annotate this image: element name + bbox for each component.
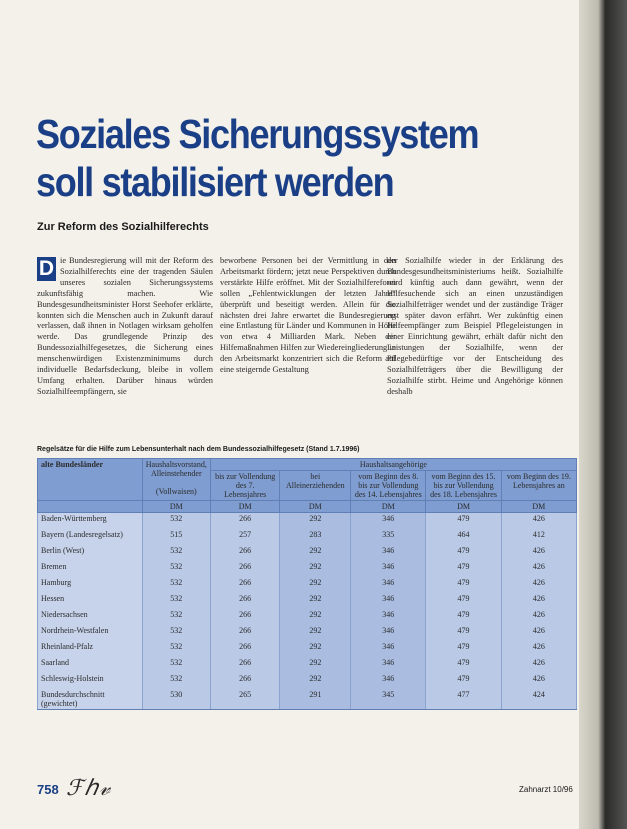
row-land-name: Berlin (West): [38, 545, 143, 561]
rates-table: [37, 458, 577, 710]
unit-cell: DM: [210, 501, 280, 513]
issue-label: Zahnarzt 10/96: [519, 785, 573, 794]
rate-cell: 346: [351, 641, 426, 657]
rate-cell: 479: [426, 545, 501, 561]
rate-cell: 426: [501, 673, 576, 689]
rate-cell: 464: [426, 529, 501, 545]
rate-cell: 266: [210, 641, 280, 657]
rate-cell: 292: [280, 625, 351, 641]
rate-cell: 266: [210, 673, 280, 689]
rate-cell: 292: [280, 657, 351, 673]
table-unit-row: [38, 501, 577, 513]
rate-cell: 266: [210, 577, 280, 593]
rate-cell: 479: [426, 593, 501, 609]
table-row: [38, 561, 577, 577]
row-land-name: Bremen: [38, 561, 143, 577]
rate-cell: 479: [426, 561, 501, 577]
rate-cell: 292: [280, 641, 351, 657]
rate-cell: 266: [210, 625, 280, 641]
rate-cell: 532: [142, 561, 210, 577]
rate-cell: 292: [280, 593, 351, 609]
header-8-to-14: vom Beginn des 8. bis zur Vollendung des 14. Lebensjahres: [351, 471, 426, 501]
rate-cell: 424: [501, 689, 576, 710]
rate-cell: 292: [280, 545, 351, 561]
rate-cell: 532: [142, 657, 210, 673]
rate-cell: 345: [351, 689, 426, 710]
table-row: [38, 673, 577, 689]
row-land-name: Bundesdurchschnitt (gewichtet): [38, 689, 143, 710]
headline: [36, 110, 478, 206]
rate-cell: 532: [142, 641, 210, 657]
rate-cell: 479: [426, 609, 501, 625]
rate-cell: 266: [210, 513, 280, 530]
rate-cell: 426: [501, 657, 576, 673]
rate-cell: 532: [142, 577, 210, 593]
rate-cell: 515: [142, 529, 210, 545]
header-19-plus: vom Beginn des 19. Lebensjahres an: [501, 471, 576, 501]
header-15-to-18: vom Beginn des 15. bis zur Vollendung des 18. Lebensjahres: [426, 471, 501, 501]
row-land-name: Nordrhein-Westfalen: [38, 625, 143, 641]
headline-line-2: soll stabilisiert werden: [36, 159, 394, 205]
rate-cell: 479: [426, 513, 501, 530]
rate-cell: 479: [426, 641, 501, 657]
rate-cell: 479: [426, 673, 501, 689]
table-body: [38, 513, 577, 710]
rate-cell: 266: [210, 657, 280, 673]
rate-cell: 426: [501, 513, 576, 530]
table-row: [38, 657, 577, 673]
rate-cell: 265: [210, 689, 280, 710]
rate-cell: 283: [280, 529, 351, 545]
rate-cell: 346: [351, 593, 426, 609]
table-row: [38, 545, 577, 561]
rate-cell: 426: [501, 545, 576, 561]
column-2-text: beworbene Personen bei der Vermittlung in den Arbeitsmarkt fördern; jetzt neue Perspektiven durch verstärkte Hilfe eröffnet. Mit der Sozialhilfereform sollen „Fehlentwicklungen der letzten Jahre“ überprüft und beseitigt werden. Allein für die nächsten drei Jahre erwartet die Bundesregierung eine Entlastung für Länder und Kommunen in Höhe von etwa 4 Milliarden Mark. Neben der Hilfemaßnahmen Hilfen zur Wiedereingliederung in den Arbeitsmarkt konzentriert sich die Reform auf eine steigernde Gestaltung: [220, 256, 396, 375]
subheadline: Zur Reform des Sozialhilferechts: [37, 221, 209, 233]
rate-cell: 266: [210, 609, 280, 625]
unit-cell: DM: [351, 501, 426, 513]
rate-cell: 292: [280, 673, 351, 689]
header-land: alte Bundesländer: [38, 459, 143, 501]
table-caption: Regelsätze für die Hilfe zum Lebensunterhalt nach dem Bundessozialhilfegesetz (Stand 1.7.1996): [37, 446, 360, 453]
rate-cell: 346: [351, 625, 426, 641]
rate-cell: 426: [501, 609, 576, 625]
table-row: [38, 593, 577, 609]
rate-cell: 532: [142, 593, 210, 609]
rate-cell: 291: [280, 689, 351, 710]
rate-cell: 346: [351, 545, 426, 561]
header-single-parents: bei Alleinerziehenden: [280, 471, 351, 501]
text-column-2: [220, 256, 396, 376]
rate-cell: 346: [351, 561, 426, 577]
header-household-members: Haushaltsangehörige: [210, 459, 576, 471]
table-row: [38, 513, 577, 530]
headline-line-1: Soziales Sicherungssystem: [36, 111, 479, 157]
rate-cell: 426: [501, 641, 576, 657]
row-land-name: Saarland: [38, 657, 143, 673]
row-land-name: Rheinland-Pfalz: [38, 641, 143, 657]
rate-cell: 532: [142, 625, 210, 641]
page-number: 758: [37, 782, 59, 797]
row-land-name: Schleswig-Holstein: [38, 673, 143, 689]
rate-cell: 479: [426, 577, 501, 593]
rate-cell: 266: [210, 545, 280, 561]
table-header-row-1: [38, 459, 577, 471]
header-orphans-text: (Vollwaisen): [155, 487, 197, 496]
rate-cell: 335: [351, 529, 426, 545]
rate-cell: 532: [142, 609, 210, 625]
rate-cell: 532: [142, 513, 210, 530]
rate-cell: 346: [351, 609, 426, 625]
rate-cell: 292: [280, 513, 351, 530]
column-3-text: der Sozialhilfe wieder in der Erklärung des Bundesgesundheitsministeriums heißt. Sozialhilfe wird künftig auch dann gewährt, wenn der Hilfesuchende sich an einen unzuständigen Sozialhilfeträger wendet und der zuständige Träger erst später davon erfährt. Wer zukünftig einen Hilfeempfänger zum Beispiel Pflegeleistungen in einer Einrichtung gewährt, erhält dafür nicht den Leistungen der Sozialhilfe, wenn der Pflegebedürftige vor der Entscheidung des Sozialhilfeträgers über die Bewilligung der Sozialhilfe stirbt. Heime und Angehörige können deshalb: [387, 256, 563, 396]
unit-cell: DM: [426, 501, 501, 513]
rate-cell: 479: [426, 625, 501, 641]
rate-cell: 426: [501, 561, 576, 577]
rate-cell: 412: [501, 529, 576, 545]
rate-cell: 292: [280, 609, 351, 625]
rate-cell: 346: [351, 513, 426, 530]
rate-cell: 266: [210, 561, 280, 577]
unit-cell: DM: [280, 501, 351, 513]
rate-cell: 426: [501, 593, 576, 609]
page-edge: [579, 0, 627, 829]
rate-cell: 530: [142, 689, 210, 710]
text-column-3: [387, 256, 563, 398]
rate-cell: 477: [426, 689, 501, 710]
table-row: [38, 641, 577, 657]
row-land-name: Baden-Württemberg: [38, 513, 143, 530]
table-row: [38, 625, 577, 641]
row-land-name: Niedersachsen: [38, 609, 143, 625]
rate-cell: 532: [142, 545, 210, 561]
table-row: [38, 689, 577, 710]
rate-cell: 479: [426, 657, 501, 673]
column-1-text: ie Bundesregierung will mit der Reform des Sozialhilferechts eine der tragenden Säulen unseres sozialen Sicherungssystems zukunftsfähig machen. Wie Bundesgesundheitsminister Horst Seehofer erklärte, konnten sich die Menschen auch in Zukunft darauf verlassen, daß ihnen in Notlagen wirksam geholfen werde. Das grundlegende Prinzip des Bundessozialhilfegesetzes, die Sicherung eines menschenwürdigen Existenzminimums durch individuelle Bedarfsdeckung, bleibe in vollem Umfang erhalten. Darüber hinaus würden Sozialhilfeempfängern, sie: [37, 256, 213, 396]
rate-cell: 292: [280, 577, 351, 593]
publication-logo: ℱℎ𝓋: [66, 775, 112, 800]
table-row: [38, 577, 577, 593]
rate-cell: 346: [351, 657, 426, 673]
rate-cell: 292: [280, 561, 351, 577]
unit-empty: [38, 501, 143, 513]
row-land-name: Hamburg: [38, 577, 143, 593]
rate-cell: 346: [351, 577, 426, 593]
rate-cell: 257: [210, 529, 280, 545]
table-row: [38, 609, 577, 625]
unit-cell: DM: [501, 501, 576, 513]
unit-cell: DM: [142, 501, 210, 513]
header-head-of-household-text: Haushaltsvorstand, Alleinstehender: [145, 460, 207, 478]
row-land-name: Hessen: [38, 593, 143, 609]
rate-cell: 266: [210, 593, 280, 609]
header-head-of-household: [142, 459, 210, 501]
drop-cap: D: [38, 257, 55, 280]
rate-cell: 346: [351, 673, 426, 689]
table-row: [38, 529, 577, 545]
rate-cell: 426: [501, 625, 576, 641]
rate-cell: 426: [501, 577, 576, 593]
header-under-7: bis zur Vollendung des 7. Lebensjahres: [210, 471, 280, 501]
row-land-name: Bayern (Landesregelsatz): [38, 529, 143, 545]
rate-cell: 532: [142, 673, 210, 689]
text-column-1: [37, 256, 213, 398]
